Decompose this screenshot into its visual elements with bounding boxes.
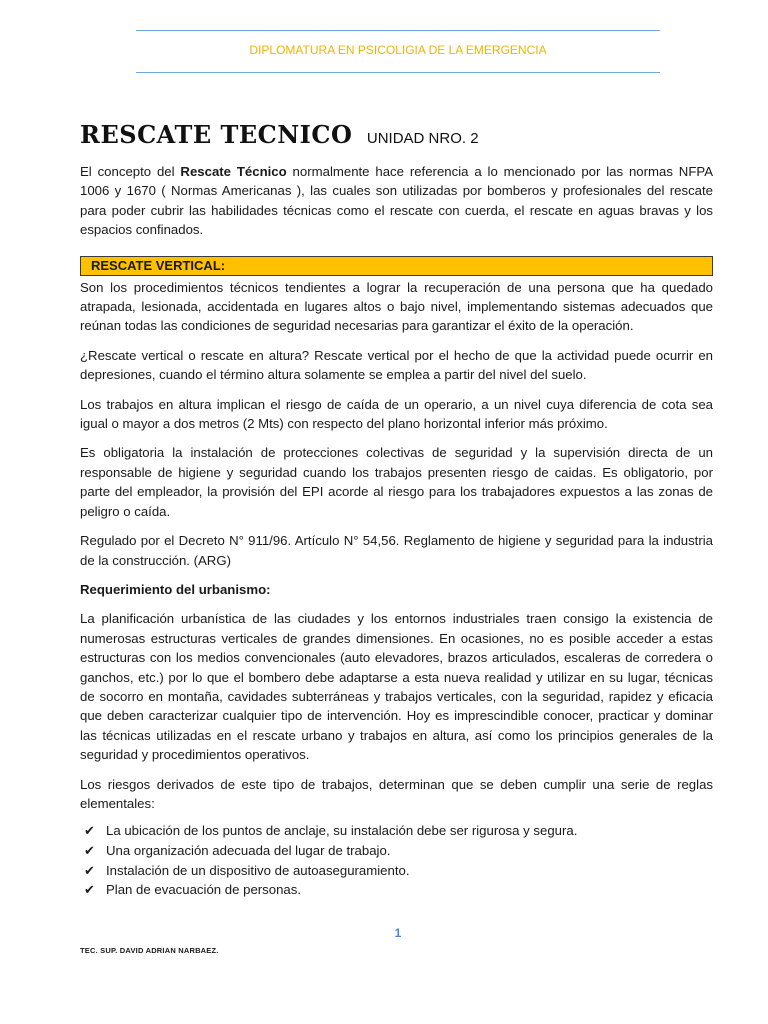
paragraph: Es obligatoria la instalación de protecciones colectivas de seguridad y la supervisión directa de un responsable de higiene y seguridad cuando los trabajos presenten riesgo de caidas. Es obligatorio, por parte del empleador, la provisión del EPI acorde al riesgo para los trabajadores expuestos a las zonas de peligro o caída.: [80, 445, 713, 519]
title-unit: UNIDAD NRO. 2: [366, 130, 479, 147]
footer-author: TEC. SUP. DAVID ADRIAN NARBAEZ.: [80, 946, 219, 955]
intro-paragraph: [80, 162, 713, 240]
document-title: [80, 120, 479, 149]
paragraph: ¿Rescate vertical o rescate en altura? Rescate vertical por el hecho de que la actividad puede ocurrir en depresiones, cuando el término altura solamente se emplea a partir del nivel del suelo.: [80, 347, 713, 383]
urbanism-heading: [80, 580, 713, 599]
title-main: RESCATE TECNICO: [80, 120, 353, 149]
rules-checklist: [80, 821, 713, 899]
page-number: 1: [394, 926, 402, 940]
list-item-text: Instalación de un dispositivo de autoaseguramiento.: [106, 862, 410, 878]
urbanism-heading-text: Requerimiento del urbanismo:: [80, 581, 271, 597]
list-item: [84, 861, 713, 881]
list-item: [84, 841, 713, 861]
paragraph: Regulado por el Decreto N° 911/96. Artículo N° 54,56. Reglamento de higiene y seguridad para la industria de la construcción. (ARG): [80, 533, 713, 568]
rules-intro: Los riesgos derivados de este tipo de trabajos, determinan que se deben cumplir una serie de reglas elementales:: [80, 776, 713, 811]
checkmark-icon: ✔: [84, 842, 95, 858]
checkmark-icon: ✔: [84, 882, 95, 898]
document-body: [80, 162, 713, 900]
intro-text-end: normalmente hace referencia a lo mencionado por las normas NFPA 1006 y 1670 ( Normas Americanas ), las cuales son utilizadas por bomberos y profesionales del rescate para poder cubrir las habilidades técnicas como el rescate con cuerda, el rescate en aguas bravas y los espacios confinados.: [80, 164, 713, 238]
section-heading-rescate-vertical: RESCATE VERTICAL:: [80, 256, 713, 276]
list-item: [84, 880, 713, 900]
list-item: [84, 821, 713, 841]
list-item-text: Una organización adecuada del lugar de trabajo.: [106, 842, 391, 858]
intro-bold-term: Rescate Técnico: [180, 164, 287, 179]
list-item-text: La ubicación de los puntos de anclaje, su instalación debe ser rigurosa y segura.: [106, 823, 578, 839]
checkmark-icon: ✔: [84, 823, 95, 839]
urbanism-body: La planificación urbanística de las ciudades y los entornos industriales traen consigo la existencia de numerosas estructuras verticales de grandes dimensiones. En ocasiones, no es posible acceder a estas estructuras con los medios convencionales (auto elevadores, brazos articulados, escaleras de corredera o ganchos, etc.) por lo que el bombero debe adaptarse a esta nueva realidad y utilizar en su lugar, técnicas de socorro en montaña, cavidades subterráneas y trabajos verticales, con la seguridad, rapidez y eficacia que deben caracterizar cualquier tipo de intervención. Hoy es imprescindible conocer, practicar y dominar las técnicas utilizadas en el rescate urbano y trabajos en altura, así como los principios generales de la seguridad y procedimientos operativos.: [80, 611, 713, 763]
paragraph: Son los procedimientos técnicos tendientes a lograr la recuperación de una persona que ha quedado atrapada, lesionada, accidentada en lugares altos o bajo nivel, implementando sistemas adecuados que reúnan todas las condiciones de seguridad necesarias para garantizar el éxito de la operación.: [80, 279, 713, 334]
intro-text-start: El concepto del: [80, 164, 181, 179]
header-rule-bottom: [136, 72, 660, 73]
paragraph: Los trabajos en altura implican el riesgo de caída de un operario, a un nivel cuya diferencia de cota sea igual o mayor a dos metros (2 Mts) con respecto del plano horizontal inferior más próximo.: [80, 396, 713, 432]
header-rule-top: [136, 30, 660, 31]
checkmark-icon: ✔: [84, 862, 95, 878]
header-title: DIPLOMATURA EN PSICOLIGIA DE LA EMERGENCIA: [249, 43, 547, 57]
list-item-text: Plan de evacuación de personas.: [106, 882, 302, 898]
